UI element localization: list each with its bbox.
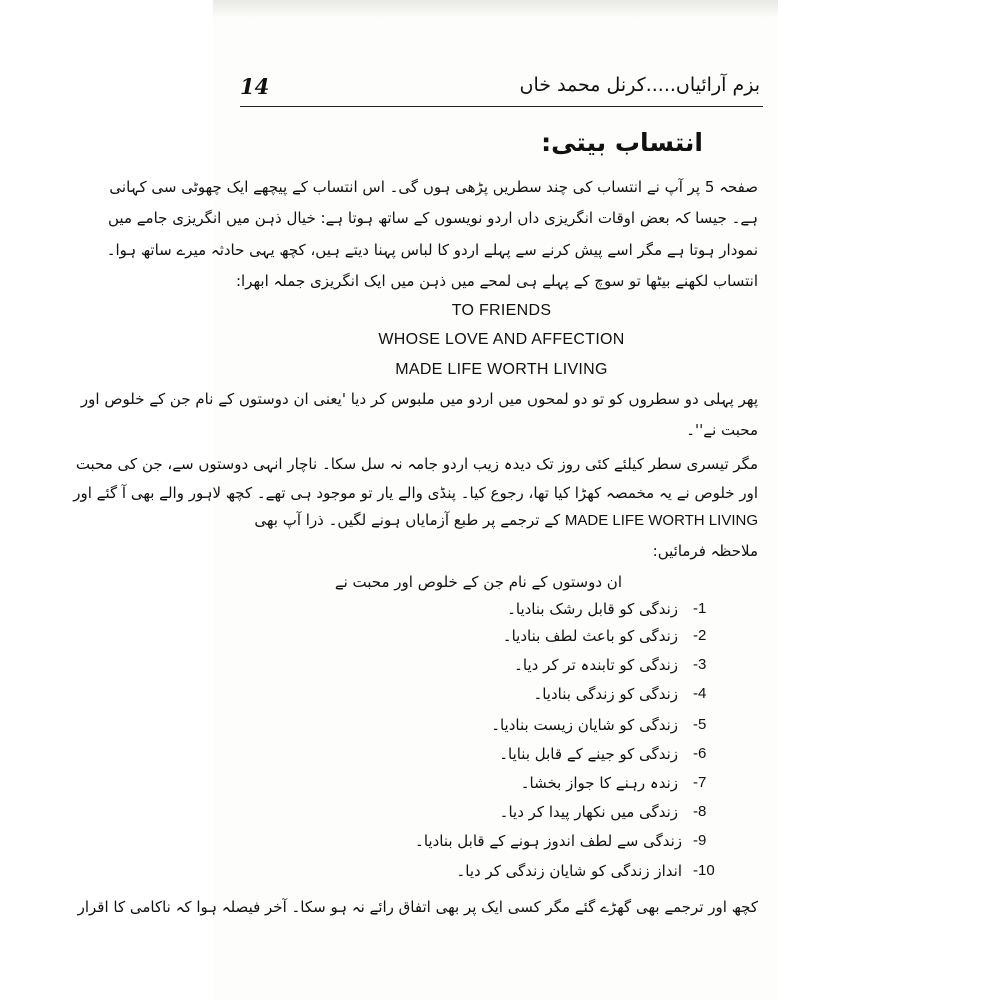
item-text: انداز زندگی کو شایان زندگی کر دیا۔ [456, 862, 682, 880]
english-quote-line: MADE LIFE WORTH LIVING [395, 361, 608, 378]
item-number: -1 [693, 600, 707, 617]
list-item [0, 745, 1000, 771]
item-text: زندگی کو باعث لطف بنادیا۔ [502, 627, 678, 645]
item-text: زندگی میں نکھار پیدا کر دیا۔ [499, 803, 678, 821]
paragraph1-line: نمودار ہوتا ہے مگر اسے پیش کرنے سے پہلے اردو کا لباس پہنا دیتے ہیں، کچھ یہی حادثہ میرے ساتھ ہوا۔ [106, 241, 758, 259]
list-item [0, 803, 1000, 829]
item-text: زندگی کو تابندہ تر کر دیا۔ [514, 656, 678, 674]
item-number: -2 [693, 627, 707, 644]
paragraph2-line: پھر پہلی دو سطروں کو تو دو لمحوں میں اردو میں ملبوس کر دیا 'یعنی ان دوستوں کے نام جن کے خلوص اور [80, 390, 758, 408]
item-number: -6 [693, 745, 707, 762]
list-item [0, 656, 1000, 682]
list-item [0, 832, 1000, 858]
item-text: زندگی کو قابل رشک بنادیا۔ [507, 600, 678, 618]
english-phrase: MADE LIFE WORTH LIVING [564, 512, 758, 529]
list-item [0, 862, 1000, 888]
paragraph3-line3-urdu: کے ترجمے پر طبع آزمایاں ہونے لگیں۔ ذرا آپ بھی [254, 511, 561, 529]
english-quote-line: WHOSE LOVE AND AFFECTION [378, 331, 625, 348]
item-number: -9 [693, 832, 707, 849]
header-rule [240, 106, 763, 107]
paragraph1-line: انتساب لکھنے بیٹھا تو سوچ کے پہلے ہی لمحے میں ذہن میں ایک انگریزی جملہ ابھرا: [236, 272, 758, 290]
item-number: -4 [693, 685, 707, 702]
list-item [0, 685, 1000, 711]
list-item [0, 600, 1000, 626]
page-number: 14 [240, 74, 270, 99]
list-intro: ان دوستوں کے نام جن کے خلوص اور محبت نے [334, 573, 622, 591]
item-number: -5 [693, 716, 707, 733]
paragraph3-line: مگر تیسری سطر کیلئے کئی روز تک دیدہ زیب اردو جامہ نہ سل سکا۔ ناچار انہی دوستوں سے، جن کی محبت [75, 455, 758, 473]
section-heading: انتساب بیتی: [541, 128, 703, 157]
paragraph3-line [254, 511, 758, 529]
english-quote-line: TO FRIENDS [451, 302, 552, 319]
paragraph3-line: اور خلوص نے یہ مخمصہ کھڑا کیا تھا، رجوع کیا۔ پنڈی والے یار تو موجود ہی تھے۔ کچھ لاہور والے بھی آ گئے اور [73, 484, 758, 502]
item-text: زندگی کو زندگی بنادیا۔ [533, 685, 678, 703]
running-title: بزم آرائیاں.....کرنل محمد خاں [519, 74, 760, 96]
item-text: زندگی سے لطف اندوز ہونے کے قابل بنادیا۔ [415, 832, 682, 850]
list-item [0, 627, 1000, 653]
item-text: زندگی کو شایان زیست بنادیا۔ [491, 716, 678, 734]
list-item [0, 716, 1000, 742]
item-text: زندگی کو جینے کے قابل بنایا۔ [499, 745, 678, 763]
paragraph3-line: ملاحظہ فرمائیں: [652, 542, 758, 560]
item-number: -8 [693, 803, 707, 820]
closing-line: کچھ اور ترجمے بھی گھڑے گئے مگر کسی ایک پر بھی اتفاق رائے نہ ہو سکا۔ آخر فیصلہ ہوا کہ ناکامی کا اقرار [77, 898, 758, 916]
paragraph1-line: صفحہ 5 پر آپ نے انتساب کی چند سطریں پڑھی ہوں گی۔ اس انتساب کے پیچھے ایک چھوٹی سی کہانی [109, 178, 758, 196]
paragraph2-line: محبت نے''۔ [686, 421, 758, 439]
item-number: -3 [693, 656, 707, 673]
item-number: -10 [693, 862, 715, 879]
list-item [0, 774, 1000, 800]
paragraph1-line: ہے۔ جیسا کہ بعض اوقات انگریزی داں اردو نویسوں کے ساتھ ہوتا ہے: خیال ذہن میں انگریزی جامے میں [108, 209, 758, 227]
item-text: زندہ رہنے کا جواز بخشا۔ [520, 774, 678, 792]
item-number: -7 [693, 774, 707, 791]
page-edge-shadow [213, 0, 778, 18]
